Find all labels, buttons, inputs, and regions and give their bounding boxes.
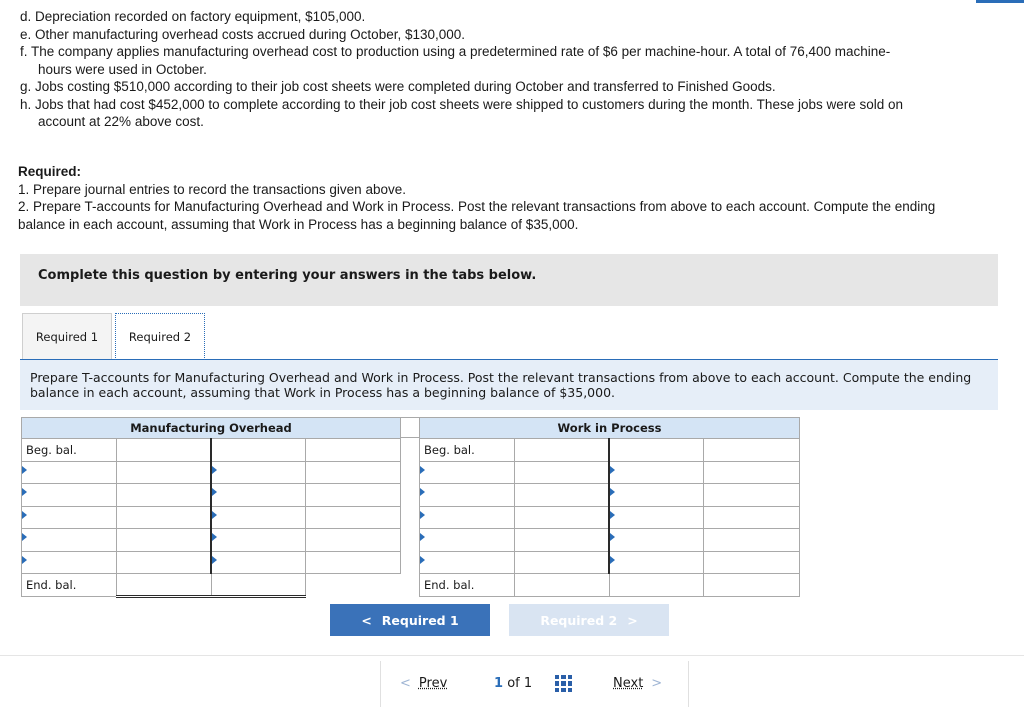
credit-amount-input[interactable] <box>306 484 401 507</box>
required-2-button[interactable] <box>509 604 669 636</box>
credit-amount-input[interactable] <box>704 484 800 507</box>
credit-label-input[interactable] <box>609 529 704 552</box>
page-of: of <box>507 676 520 691</box>
debit-amount-input[interactable] <box>514 461 609 484</box>
next-label: Next <box>613 676 644 691</box>
required-title: Required: <box>18 164 82 179</box>
credit-label-input[interactable] <box>211 551 306 574</box>
chevron-left-icon: < <box>400 676 411 691</box>
total-pages: 1 <box>523 676 533 691</box>
debit-label-input[interactable] <box>420 506 515 529</box>
instruction-bar <box>20 254 998 306</box>
beg-bal-label: Beg. bal. <box>420 439 515 462</box>
credit-amount-input[interactable] <box>306 551 401 574</box>
debit-amount-input[interactable] <box>116 529 211 552</box>
end-bal-credit-input[interactable] <box>211 574 306 597</box>
debit-label-input[interactable] <box>420 551 515 574</box>
debit-label-input[interactable] <box>22 484 117 507</box>
empty-cell <box>306 574 401 597</box>
t-account-work-in-process <box>419 417 800 597</box>
problem-item-f: f. The company applies manufacturing overhead cost to production using a predetermined rate of $6 per machine-hour. A total of 76,400 machine-hours were used in October. <box>20 44 891 77</box>
problem-item-d: d. Depreciation recorded on factory equipment, $105,000. <box>20 9 366 24</box>
credit-label-input[interactable] <box>211 439 306 462</box>
debit-amount-input[interactable] <box>116 506 211 529</box>
required-1-button-label: Required 1 <box>381 612 459 628</box>
credit-amount-input[interactable] <box>306 529 401 552</box>
debit-amount-input[interactable] <box>116 484 211 507</box>
debit-label-input[interactable] <box>22 529 117 552</box>
end-bal-label: End. bal. <box>420 574 515 597</box>
credit-label-input[interactable] <box>211 529 306 552</box>
prev-label: Prev <box>418 676 448 691</box>
debit-amount-input[interactable] <box>514 506 609 529</box>
credit-amount-input[interactable] <box>306 439 401 462</box>
chevron-left-icon: < <box>361 612 372 628</box>
end-bal-debit-input[interactable] <box>116 574 211 597</box>
credit-amount-input[interactable] <box>704 439 800 462</box>
credit-amount-input[interactable] <box>704 529 800 552</box>
prompt-text: Prepare T-accounts for Manufacturing Overhead and Work in Process. Post the relevant transactions from above to each account. Compute the ending balance in each account, assuming that Work in Process has a beginning balance of $35,000. <box>30 370 972 400</box>
end-bal-label: End. bal. <box>22 574 117 597</box>
debit-label-input[interactable] <box>420 484 515 507</box>
chevron-right-icon: > <box>627 612 638 628</box>
problem-item-g: g. Jobs costing $510,000 according to their job cost sheets were completed during October and transferred to Finished Goods. <box>20 79 776 94</box>
footer-divider <box>0 655 1024 656</box>
end-bal-extra-input[interactable] <box>704 574 800 597</box>
current-page: 1 <box>494 676 504 691</box>
required-1-button[interactable] <box>330 604 490 636</box>
credit-amount-input[interactable] <box>704 461 800 484</box>
end-bal-debit-input[interactable] <box>514 574 609 597</box>
credit-label-input[interactable] <box>609 439 704 462</box>
debit-label-input[interactable] <box>22 551 117 574</box>
top-accent-bar <box>976 0 1024 3</box>
credit-label-input[interactable] <box>211 506 306 529</box>
t-account-title: Manufacturing Overhead <box>22 418 401 439</box>
debit-label-input[interactable] <box>420 529 515 552</box>
debit-label-input[interactable] <box>420 461 515 484</box>
tab-required-1[interactable]: Required 1 <box>22 313 112 360</box>
debit-amount-input[interactable] <box>116 439 211 462</box>
credit-label-input[interactable] <box>211 461 306 484</box>
grid-icon[interactable] <box>555 675 572 692</box>
debit-amount-input[interactable] <box>514 551 609 574</box>
credit-label-input[interactable] <box>609 461 704 484</box>
credit-label-input[interactable] <box>609 506 704 529</box>
problem-statement <box>20 8 920 131</box>
required-2-button-label: Required 2 <box>540 612 618 628</box>
credit-label-input[interactable] <box>609 551 704 574</box>
next-link[interactable] <box>613 676 662 691</box>
chevron-right-icon: > <box>651 676 663 691</box>
problem-item-e: e. Other manufacturing overhead costs accrued during October, $130,000. <box>20 26 466 42</box>
required-line-1: 1. Prepare journal entries to record the transactions given above. <box>18 181 406 197</box>
t-account-title: Work in Process <box>420 418 800 439</box>
debit-amount-input[interactable] <box>514 439 609 462</box>
t-account-manufacturing-overhead <box>21 417 401 598</box>
page-indicator <box>494 676 532 691</box>
debit-amount-input[interactable] <box>116 461 211 484</box>
t-account-spacer <box>401 417 419 438</box>
credit-amount-input[interactable] <box>306 461 401 484</box>
prev-link[interactable] <box>400 676 447 691</box>
debit-label-input[interactable] <box>22 461 117 484</box>
footer-separator <box>380 661 381 707</box>
beg-bal-label: Beg. bal. <box>22 439 117 462</box>
credit-amount-input[interactable] <box>306 506 401 529</box>
credit-amount-input[interactable] <box>704 506 800 529</box>
required-section <box>18 163 978 233</box>
instruction-text: Complete this question by entering your answers in the tabs below. <box>38 268 537 283</box>
credit-label-input[interactable] <box>609 484 704 507</box>
problem-item-h: h. Jobs that had cost $452,000 to complete according to their job cost sheets were shipped to customers during the month. These jobs were sold on account at 22% above cost. <box>20 96 904 129</box>
end-bal-credit-input[interactable] <box>609 574 704 597</box>
prompt-box <box>20 360 998 410</box>
debit-label-input[interactable] <box>22 506 117 529</box>
debit-amount-input[interactable] <box>116 551 211 574</box>
tab-required-2[interactable]: Required 2 <box>115 313 205 360</box>
footer-separator <box>688 661 689 707</box>
credit-amount-input[interactable] <box>704 551 800 574</box>
debit-amount-input[interactable] <box>514 529 609 552</box>
required-line-2: 2. Prepare T-accounts for Manufacturing Overhead and Work in Process. Post the relevant transactions from above to each account. Compute the ending balance in each account, assuming that Work in Process has a beginning balance of $35,000. <box>18 199 936 232</box>
debit-amount-input[interactable] <box>514 484 609 507</box>
credit-label-input[interactable] <box>211 484 306 507</box>
